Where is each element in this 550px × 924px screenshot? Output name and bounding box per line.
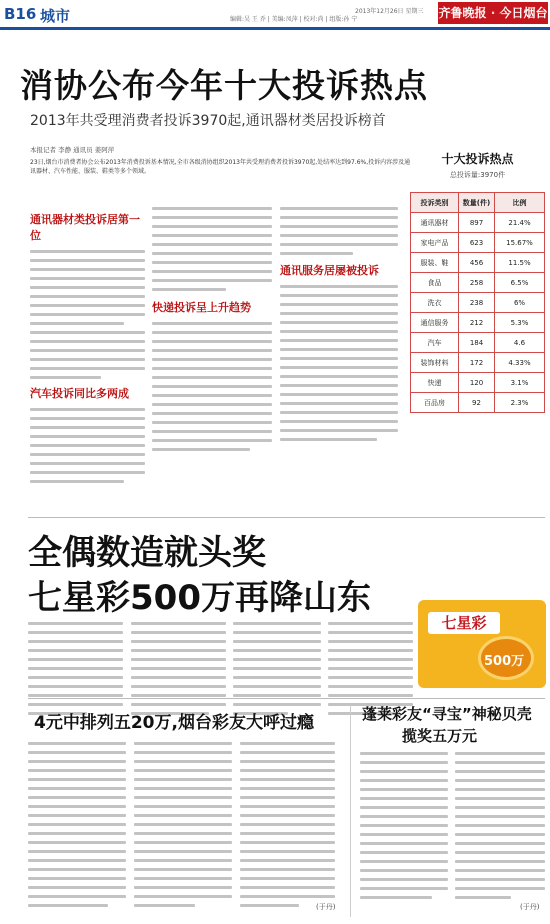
section-name: 城市	[40, 7, 71, 25]
cell-category: 装饰材料	[411, 353, 459, 373]
cell-ratio: 21.4%	[495, 213, 545, 233]
story4-headline-line1: 蓬莱彩友“寻宝”神秘贝壳	[362, 705, 532, 723]
paper-logo: 齐鲁晚报 · 今日烟台	[438, 2, 548, 24]
story3-col1	[28, 742, 126, 913]
table-row	[411, 353, 545, 373]
cell-category: 快递	[411, 373, 459, 393]
story4-credit: (于丹)	[520, 903, 540, 911]
story1-lead-text: 23日,烟台市消费者协会公布2013年消费投诉基本情况,全市各级消协组织2013年共受理消费者投诉3970起,处结率达到97.6%,投诉内容涉及通讯器材、汽车性能、服装、鞋类等多个领域。	[30, 159, 411, 175]
table-header-row	[411, 193, 545, 213]
cell-count: 897	[459, 213, 495, 233]
story2-headline-line2: 七星彩500万再降山东	[28, 578, 371, 618]
page-number: B16	[4, 5, 37, 23]
cell-count: 258	[459, 273, 495, 293]
cell-ratio: 4.6	[495, 333, 545, 353]
story4-headline-line2: 揽奖五万元	[402, 727, 478, 745]
story1-subhead: 2013年共受理消费者投诉3970起,通讯器材类居投诉榜首	[30, 113, 386, 129]
cell-ratio: 6.5%	[495, 273, 545, 293]
cell-count: 623	[459, 233, 495, 253]
cell-count: 92	[459, 393, 495, 413]
cell-count: 456	[459, 253, 495, 273]
lottery-badge	[418, 600, 546, 688]
issue-date: 2013年12月26日 星期三	[355, 8, 424, 15]
story1-col2	[152, 207, 272, 457]
story1-headline: 消协公布今年十大投诉热点	[20, 66, 428, 105]
masthead	[0, 0, 550, 32]
cell-ratio: 11.5%	[495, 253, 545, 273]
story3-credit: (于丹)	[316, 903, 336, 911]
story1-lead	[30, 158, 413, 176]
col-category: 投诉类别	[411, 193, 459, 213]
table-row	[411, 273, 545, 293]
cell-ratio: 15.67%	[495, 233, 545, 253]
col-count: 数量(件)	[459, 193, 495, 213]
story4-col2	[455, 752, 545, 905]
table-row	[411, 393, 545, 413]
story3-headline: 4元中排列五20万,烟台彩友大呼过瘾	[34, 713, 314, 733]
subhead-car: 汽车投诉同比多两成	[30, 387, 129, 400]
subhead-telecom: 通讯服务居屡被投诉	[280, 264, 379, 277]
cell-count: 120	[459, 373, 495, 393]
story1-byline: 本报记者 李静 通讯员 姜阿萍	[30, 146, 115, 154]
cell-count: 172	[459, 353, 495, 373]
cell-ratio: 4.33%	[495, 353, 545, 373]
cell-count: 238	[459, 293, 495, 313]
subhead-express: 快递投诉呈上升趋势	[152, 301, 251, 314]
paper-name: 齐鲁晚报	[438, 6, 487, 20]
table-row	[411, 293, 545, 313]
complaint-table-box	[410, 150, 545, 500]
section-divider	[28, 517, 545, 518]
masthead-rule	[0, 27, 550, 30]
cell-category: 通信服务	[411, 313, 459, 333]
table-title: 十大投诉热点	[441, 152, 514, 166]
table-total: 总投诉量:3970件	[449, 171, 506, 179]
cell-category: 汽车	[411, 333, 459, 353]
subhead-comm-devices: 通讯器材类投诉居第一位	[30, 213, 140, 242]
cell-ratio: 5.3%	[495, 313, 545, 333]
table-row	[411, 253, 545, 273]
story4-col1	[360, 752, 448, 905]
story2-headline-line1: 全偶数造就头奖	[28, 533, 266, 573]
story1-col1	[30, 207, 145, 489]
cell-category: 家电产品	[411, 233, 459, 253]
cell-category: 通讯器材	[411, 213, 459, 233]
table-row	[411, 333, 545, 353]
cell-category: 百品房	[411, 393, 459, 413]
badge-label: 七星彩	[428, 612, 500, 634]
badge-amount: 500万	[484, 654, 525, 669]
cell-category: 服装、鞋	[411, 253, 459, 273]
section-divider	[28, 698, 545, 699]
table-row	[411, 373, 545, 393]
cell-category: 食品	[411, 273, 459, 293]
cell-count: 212	[459, 313, 495, 333]
cell-count: 184	[459, 333, 495, 353]
edition-name: 今日烟台	[499, 6, 548, 20]
complaint-table	[410, 192, 545, 413]
column-divider	[350, 705, 351, 917]
story2-col2	[131, 622, 226, 721]
cell-ratio: 6%	[495, 293, 545, 313]
story2-col3	[233, 622, 321, 721]
cell-category: 洗衣	[411, 293, 459, 313]
table-row	[411, 233, 545, 253]
col-ratio: 比例	[495, 193, 545, 213]
story3-col3	[240, 742, 335, 913]
editor-info: 编辑:吴 王 乔 | 美编:凤萍 | 校对:尚 | 组版:孙 宁	[230, 16, 358, 23]
table-row	[411, 213, 545, 233]
cell-ratio: 2.3%	[495, 393, 545, 413]
table-row	[411, 313, 545, 333]
cell-ratio: 3.1%	[495, 373, 545, 393]
story2-col1	[28, 622, 123, 721]
story1-col3	[280, 207, 398, 447]
story3-col2	[134, 742, 232, 913]
